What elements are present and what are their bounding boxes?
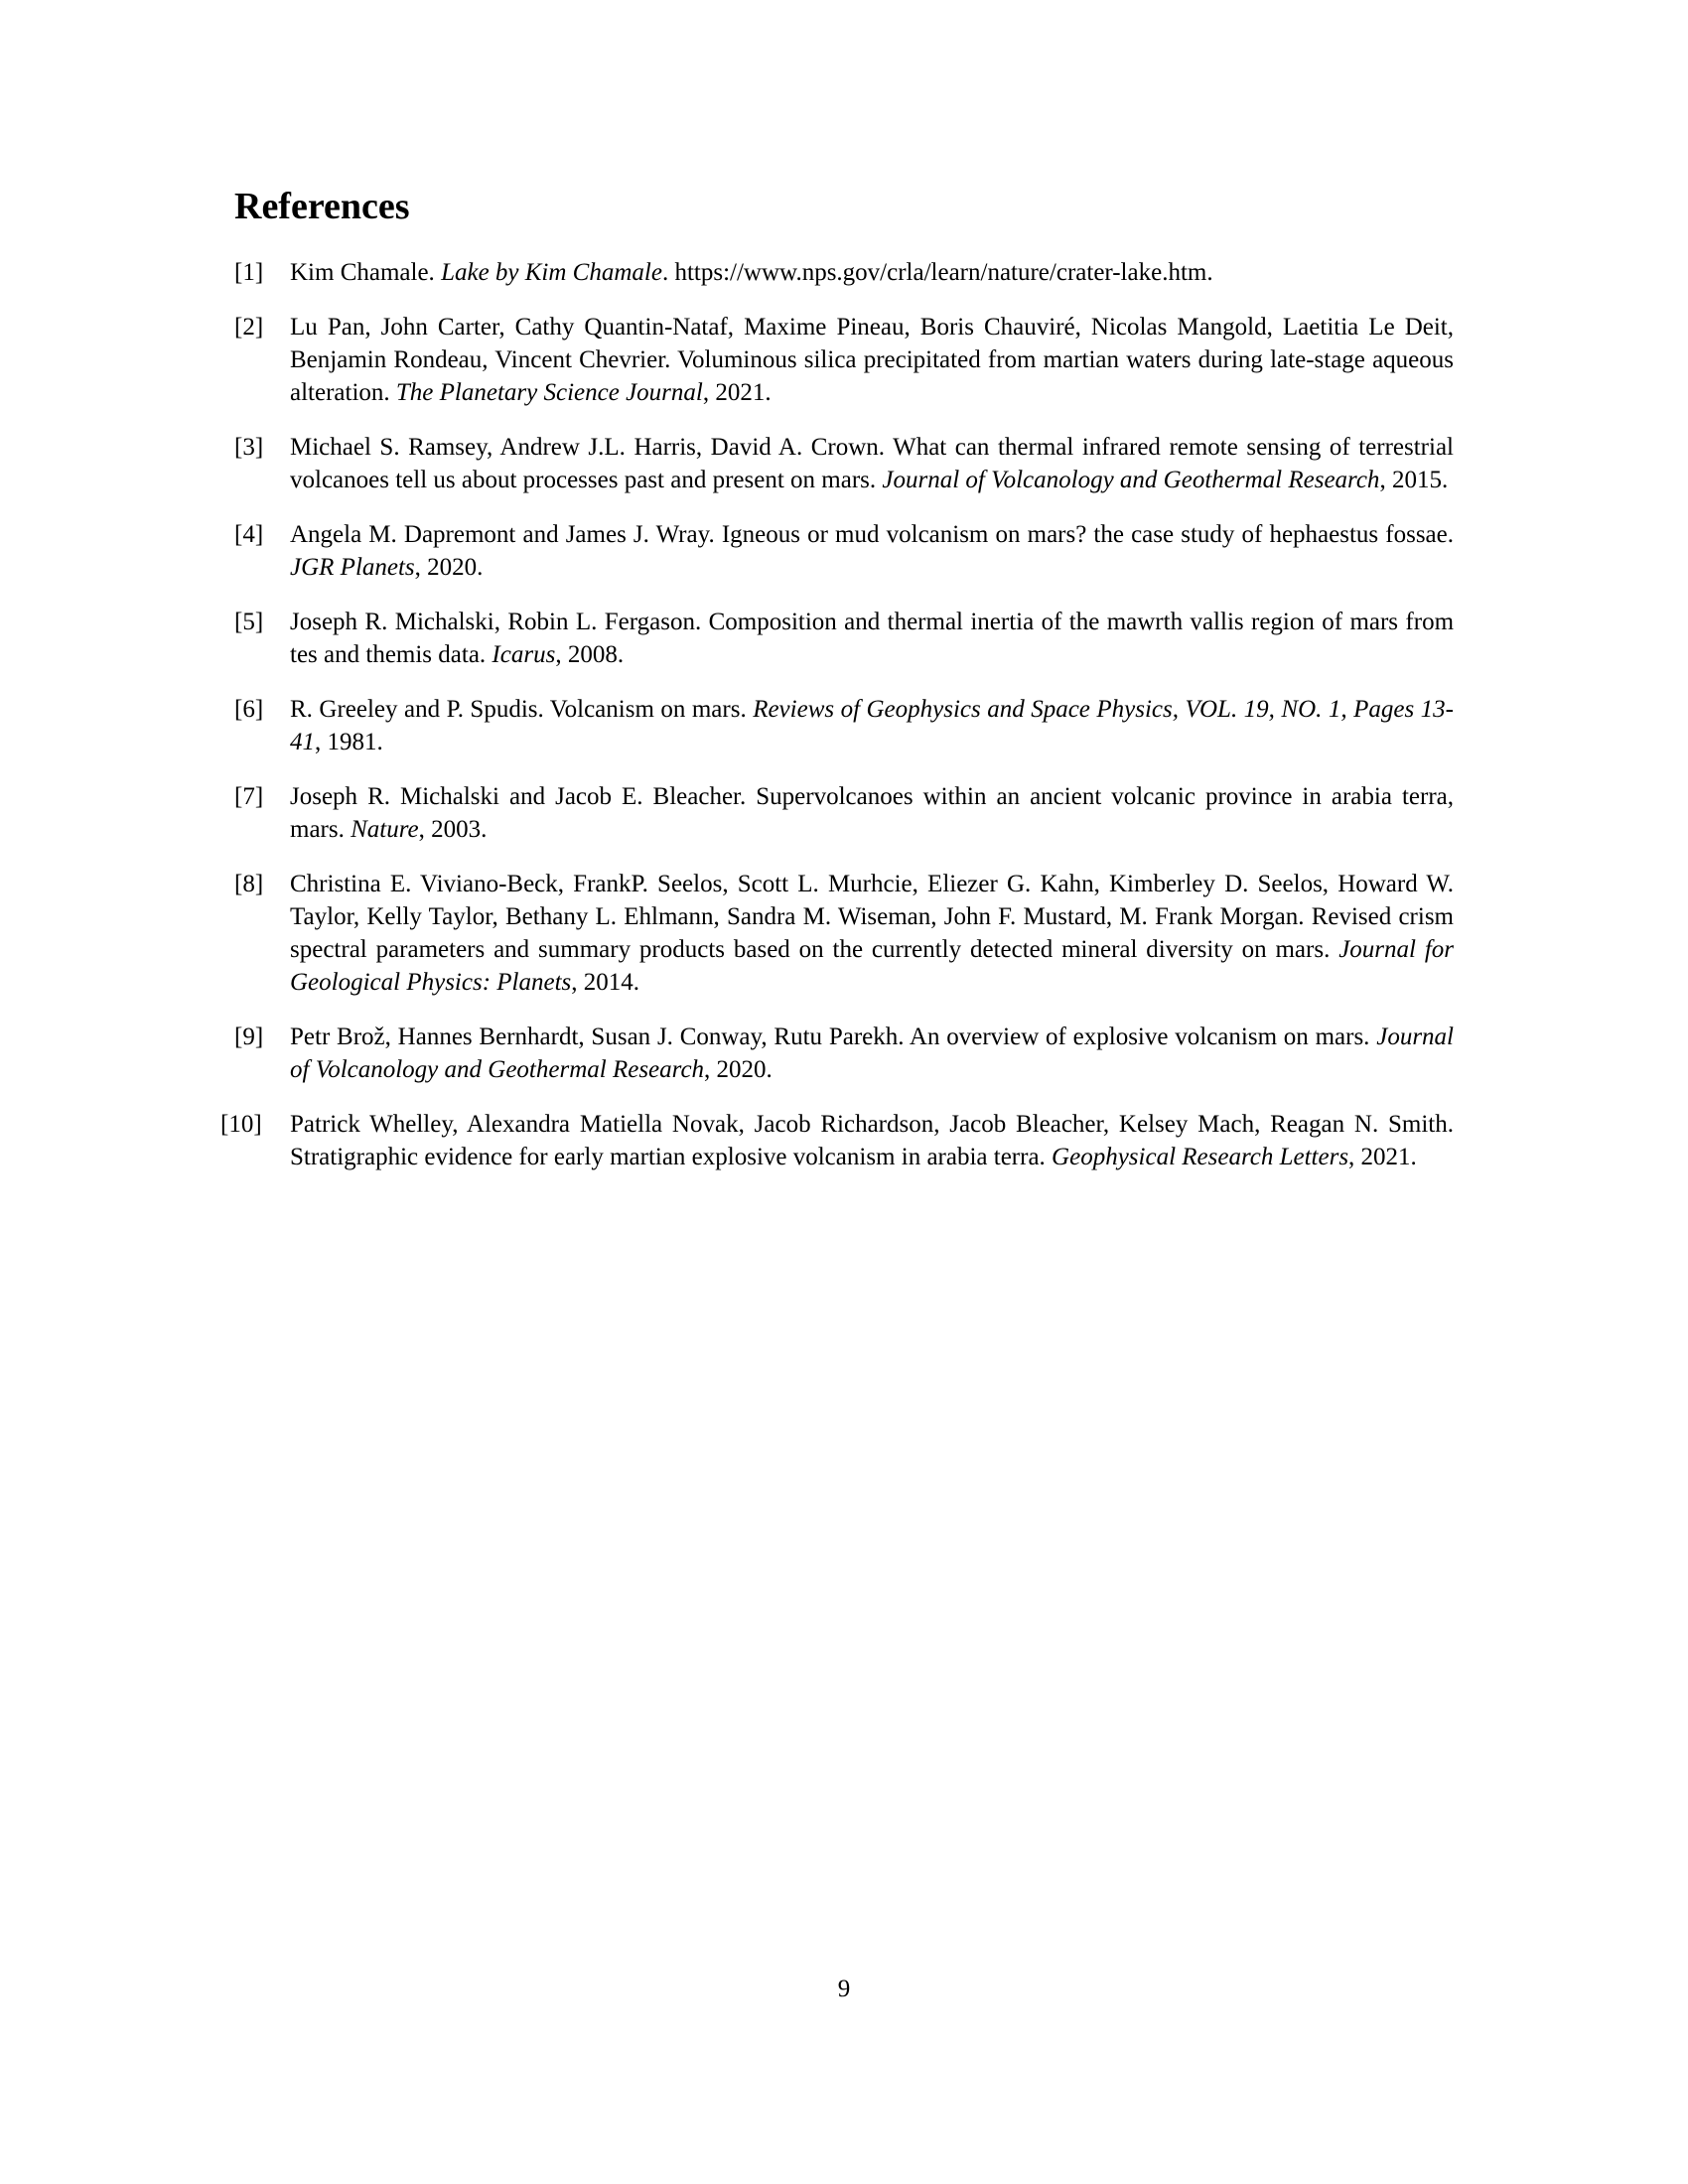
reference-authors: Lu Pan, John Carter, Cathy Quantin-Nataf, Maxime Pineau, Boris Chauviré, Nicolas Mangold, Laetitia Le Deit, Benjamin Rondeau, Vincent Chevrier. (290, 314, 1454, 373)
reference-venue: Reviews of Geophysics and Space Physics, VOL. 19, NO. 1, Pages 13-41 (290, 696, 1454, 755)
reference-authors: R. Greeley and P. Spudis. (290, 696, 544, 723)
reference-title: Voluminous silica precipitated from martian waters during late-stage aqueous alteration. (290, 346, 1454, 406)
reference-item (234, 606, 1454, 671)
page-number: 9 (837, 1976, 851, 2002)
reference-label: [8] (234, 871, 264, 897)
reference-label: [2] (234, 314, 264, 341)
reference-venue: Lake by Kim Chamale (441, 259, 662, 286)
reference-label: [7] (234, 783, 264, 810)
reference-title: What can thermal infrared remote sensing of terrestrial volcanoes tell us about processes past and present on mars. (290, 434, 1454, 493)
reference-tail: , 2015. (1379, 467, 1449, 493)
reference-venue: JGR Planets (290, 554, 415, 581)
reference-tail: , 2020. (414, 554, 484, 581)
reference-tail: , 2020. (704, 1056, 773, 1083)
reference-title: Igneous or mud volcanism on mars? the case study of hephaestus fossae. (721, 521, 1455, 548)
reference-authors: Angela M. Dapremont and James J. Wray. (290, 521, 715, 548)
reference-label: [1] (234, 259, 264, 286)
reference-title: Volcanism on mars. (549, 696, 747, 723)
reference-venue: Journal for Geological Physics: Planets (290, 936, 1454, 996)
reference-item (234, 431, 1454, 496)
reference-venue: Icarus (492, 641, 556, 668)
reference-venue: Journal of Volcanology and Geothermal Research (290, 1024, 1454, 1083)
reference-item (234, 868, 1454, 999)
references-heading: References (234, 186, 410, 227)
reference-title: An overview of explosive volcanism on mars. (909, 1024, 1370, 1050)
reference-label: [3] (234, 434, 264, 461)
reference-tail: , 2003. (418, 816, 488, 843)
reference-authors: Joseph R. Michalski and Jacob E. Bleacher. (290, 783, 747, 810)
reference-tail: , 2008. (555, 641, 625, 668)
reference-label: [5] (234, 609, 264, 635)
reference-title: Composition and thermal inertia of the mawrth vallis region of mars from tes and themis data. (290, 609, 1455, 668)
reference-authors: Michael S. Ramsey, Andrew J.L. Harris, David A. Crown. (290, 434, 886, 461)
reference-venue: Nature (351, 816, 419, 843)
reference-tail: , 2021. (702, 379, 772, 406)
reference-authors: Kim Chamale. (290, 259, 435, 286)
reference-item (234, 311, 1454, 409)
reference-label: [4] (234, 521, 264, 548)
reference-item (234, 780, 1454, 846)
reference-venue: Journal of Volcanology and Geothermal Research (882, 467, 1380, 493)
reference-tail: , 2021. (1348, 1144, 1417, 1170)
reference-item (234, 1021, 1454, 1086)
reference-venue: The Planetary Science Journal (395, 379, 703, 406)
reference-authors: Christina E. Viviano-Beck, FrankP. Seelos, Scott L. Murhcie, Eliezer G. Kahn, Kimberley D. Seelos, Howard W. Taylor, Kelly Taylor, Bethany L. Ehlmann, Sandra M. Wiseman, John F. Mustard, M. Frank Morgan. (290, 871, 1454, 930)
reference-title: Revised crism spectral parameters and summary products based on the currently detected mineral diversity on mars. (290, 903, 1454, 963)
reference-tail: , 2014. (571, 969, 640, 996)
reference-venue: Geophysical Research Letters (1052, 1144, 1349, 1170)
reference-tail: , 1981. (315, 729, 383, 755)
reference-label: [10] (220, 1111, 262, 1138)
reference-title: Supervolcanoes within an ancient volcanic province in arabia terra, mars. (290, 783, 1454, 843)
reference-label: [9] (234, 1024, 264, 1050)
reference-title: Stratigraphic evidence for early martian explosive volcanism in arabia terra. (290, 1144, 1046, 1170)
reference-authors: Joseph R. Michalski, Robin L. Fergason. (290, 609, 702, 635)
reference-label: [6] (234, 696, 264, 723)
reference-list (220, 256, 1455, 1195)
reference-authors: Petr Brož, Hannes Bernhardt, Susan J. Conway, Rutu Parekh. (290, 1024, 905, 1050)
reference-tail: . https://www.nps.gov/crla/learn/nature/crater-lake.htm. (661, 259, 1213, 286)
reference-item (220, 1108, 1454, 1173)
reference-item (234, 693, 1454, 758)
reference-authors: Patrick Whelley, Alexandra Matiella Novak, Jacob Richardson, Jacob Bleacher, Kelsey Mach, Reagan N. Smith. (290, 1111, 1454, 1138)
reference-item (234, 256, 1454, 289)
reference-item (234, 518, 1454, 584)
